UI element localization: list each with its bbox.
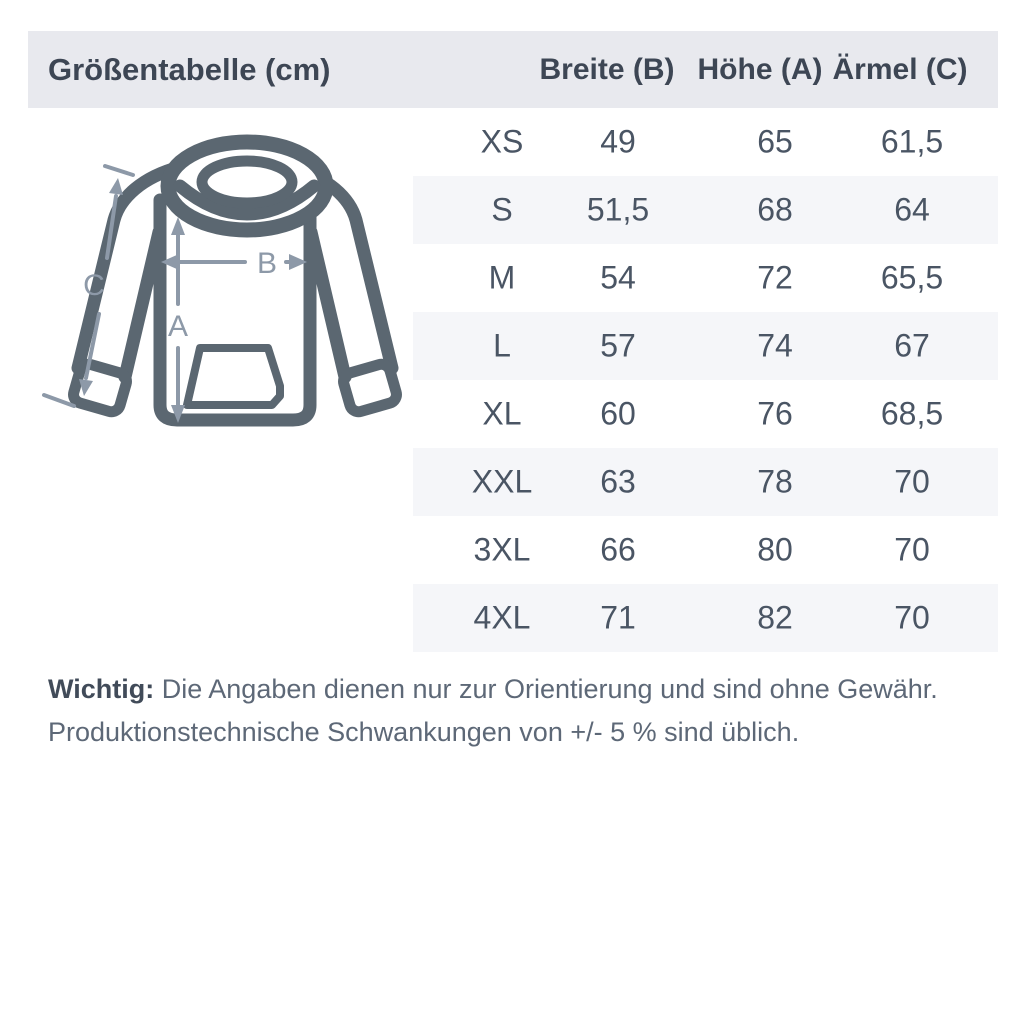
dimension-label-c: C: [83, 269, 105, 302]
aermel-value: 61,5: [880, 123, 944, 160]
aermel-value: 70: [894, 463, 930, 500]
dimension-label-a: A: [167, 310, 189, 343]
size-label: 3XL: [473, 531, 531, 568]
size-label: L: [493, 327, 511, 364]
size-label: XS: [480, 123, 524, 160]
aermel-value: 65,5: [880, 259, 944, 296]
width-arrow-b: [161, 254, 307, 270]
important-label: Wichtig:: [48, 674, 155, 704]
hoodie-drawing: [71, 142, 398, 420]
page-title: Größentabelle (cm): [48, 51, 331, 87]
hoehe-value: 76: [757, 395, 793, 432]
size-label: 4XL: [473, 599, 531, 636]
breite-value: 49: [600, 123, 636, 160]
breite-value: 54: [600, 259, 636, 296]
hoehe-value: 80: [757, 531, 793, 568]
hoehe-value: 82: [757, 599, 793, 636]
hoehe-value: 78: [757, 463, 793, 500]
dimension-label-b: B: [256, 247, 278, 280]
size-label: XXL: [471, 463, 533, 500]
aermel-value: 64: [894, 191, 930, 228]
size-label: M: [488, 259, 516, 296]
aermel-value: 67: [894, 327, 930, 364]
table-row: [413, 584, 998, 652]
hoehe-value: 72: [757, 259, 793, 296]
breite-value: 63: [600, 463, 636, 500]
size-label: XL: [482, 395, 522, 432]
table-row: [413, 516, 998, 584]
disclaimer-line-2: Produktionstechnische Schwankungen von +/- 5 % sind üblich.: [48, 717, 800, 747]
breite-value: 66: [600, 531, 636, 568]
breite-value: 57: [600, 327, 636, 364]
column-header-breite: Breite (B): [539, 52, 675, 86]
column-header-aermel: Ärmel (C): [832, 52, 968, 86]
aermel-value: 68,5: [880, 395, 944, 432]
hoehe-value: 74: [757, 327, 793, 364]
aermel-value: 70: [894, 531, 930, 568]
breite-value: 60: [600, 395, 636, 432]
disclaimer-note: [48, 668, 978, 754]
hoehe-value: 68: [757, 191, 793, 228]
size-table: [413, 108, 998, 652]
disclaimer-line-1: Wichtig: Die Angaben dienen nur zur Orientierung und sind ohne Gewähr.: [48, 674, 938, 704]
table-header-bar: [28, 31, 998, 108]
table-row: [413, 108, 998, 176]
hoodie-measurement-diagram: [30, 122, 420, 462]
hoehe-value: 65: [757, 123, 793, 160]
table-row: [413, 448, 998, 516]
size-label: S: [491, 191, 513, 228]
column-header-hoehe: Höhe (A): [697, 52, 823, 86]
table-row: [413, 380, 998, 448]
breite-value: 71: [600, 599, 636, 636]
aermel-value: 70: [894, 599, 930, 636]
table-row: [413, 176, 998, 244]
table-row: [413, 312, 998, 380]
table-row: [413, 244, 998, 312]
breite-value: 51,5: [586, 191, 650, 228]
